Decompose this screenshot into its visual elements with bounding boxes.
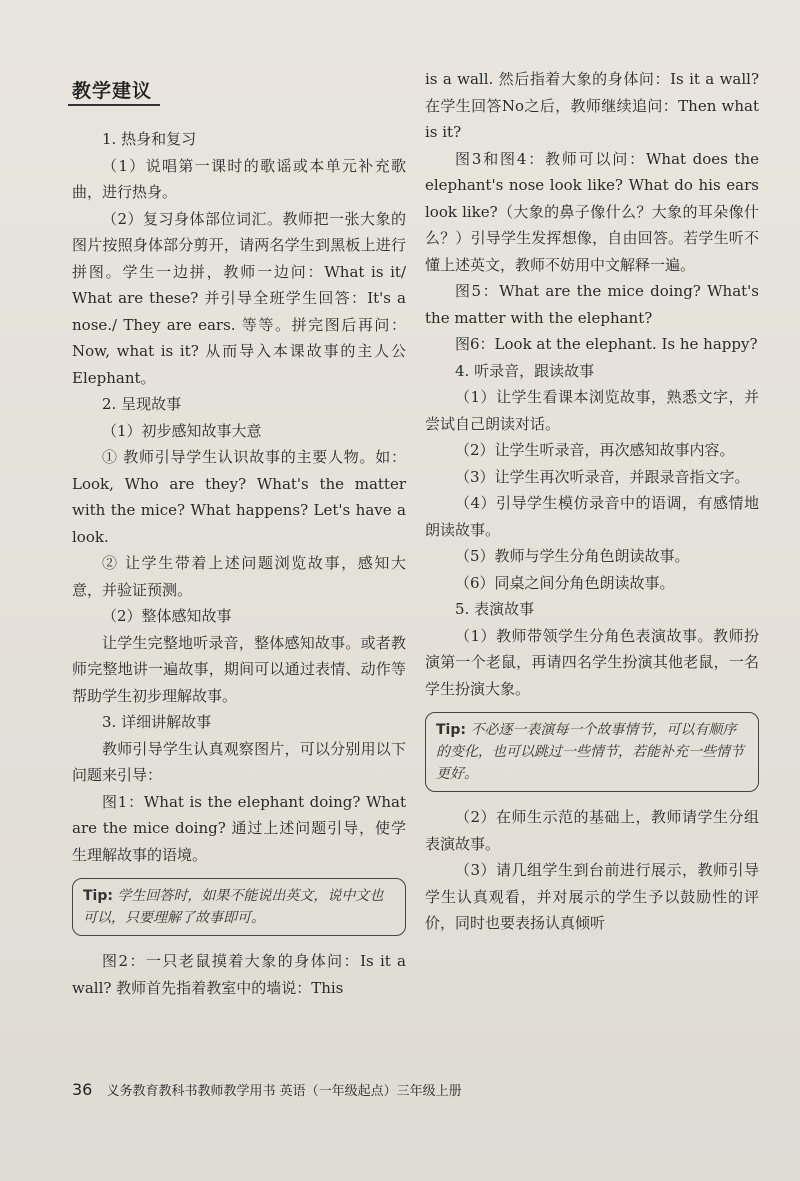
- paragraph: ② 让学生带着上述问题浏览故事，感知大意，并验证预测。: [72, 554, 406, 599]
- paragraph: （2）复习身体部位词汇。教师把一张大象的图片按照身体部分剪开，请两名学生到黑板上进行拼图。学生一边拼，教师一边问：What is it/ What are these? 并引导全班学生回答：It's a nose./ They are ears. 等等。拼完图后再问：Now, what is it? 从而导入本课故事的主人公Elephant。: [72, 209, 406, 387]
- paragraph: （4）引导学生模仿录音中的语调，有感情地朗读故事。: [425, 494, 759, 539]
- subheading: （1）初步感知故事大意: [102, 421, 262, 440]
- title-underline: [68, 104, 160, 106]
- book-title: 义务教育教科书教师教学用书 英语（一年级起点）三年级上册: [106, 1084, 462, 1099]
- paragraph: 图2：一只老鼠摸着大象的身体问：Is it a wall? 教师首先指着教室中的墙说：This: [72, 952, 406, 997]
- paragraph: （2）让学生听录音，再次感知故事内容。: [455, 441, 735, 459]
- section-title: 教学建议: [72, 80, 153, 102]
- page-footer: [72, 1080, 462, 1099]
- tip-box: [425, 712, 759, 792]
- tip-label: Tip:: [436, 722, 466, 738]
- paragraph: 图1：What is the elephant doing? What are the mice doing? 通过上述问题引导，使学生理解故事的语境。: [72, 792, 406, 864]
- heading-warmup: 1. 热身和复习: [102, 130, 197, 148]
- paragraph: （3）请几组学生到台前进行展示，教师引导学生认真观看，并对展示的学生予以鼓励性的评价，同时也要表扬认真倾听: [425, 861, 759, 932]
- tip-box: [72, 878, 406, 936]
- paragraph: 教师引导学生认真观察图片，可以分别用以下问题来引导：: [72, 739, 406, 784]
- right-column: [425, 66, 759, 937]
- subheading: （2）整体感知故事: [102, 607, 232, 625]
- page-number: 36: [72, 1080, 93, 1099]
- left-column: [72, 126, 406, 1001]
- paragraph: 图5：What are the mice doing? What's the matter with the elephant?: [425, 282, 759, 327]
- paragraph: （3）让学生再次听录音，并跟录音指文字。: [455, 467, 750, 486]
- heading-listen-read: 4. 听录音，跟读故事: [455, 361, 595, 380]
- heading-perform: 5. 表演故事: [455, 600, 535, 618]
- paragraph: （1）让学生看课本浏览故事，熟悉文字，并尝试自己朗读对话。: [425, 388, 759, 433]
- heading-present-story: 2. 呈现故事: [102, 395, 182, 413]
- tip-text: 学生回答时，如果不能说出英文，说中文也可以，只要理解了故事即可。: [83, 888, 384, 926]
- heading-explain-story: 3. 详细讲解故事: [102, 713, 212, 731]
- tip-text: 不必逐一表演每一个故事情节，可以有顺序的变化，也可以跳过一些情节，若能补充一些情节更好。: [436, 722, 744, 782]
- tip-label: Tip:: [83, 888, 113, 904]
- paragraph: 图3和图4：教师可以问：What does the elephant's nose look like? What do his ears look like?（大象的鼻子像什么？大象的耳朵像什么？）引导学生发挥想像，自由回答。若学生听不懂上述英文，教师不妨用中文解释一遍。: [425, 149, 759, 274]
- paragraph: （2）在师生示范的基础上，教师请学生分组表演故事。: [425, 808, 759, 853]
- paragraph: （5）教师与学生分角色朗读故事。: [455, 547, 690, 565]
- paragraph: ① 教师引导学生认识故事的主要人物。如：Look, Who are they? What's the matter with the mice? What happens? Let's have a look.: [72, 448, 406, 546]
- section-header: [68, 74, 208, 114]
- paragraph: （6）同桌之间分角色朗读故事。: [455, 573, 675, 592]
- paragraph: （1）说唱第一课时的歌谣或本单元补充歌曲，进行热身。: [72, 156, 406, 201]
- paragraph: 图6：Look at the elephant. Is he happy?: [455, 335, 758, 353]
- paragraph: 让学生完整地听录音，整体感知故事。或者教师完整地讲一遍故事，期间可以通过表情、动作等帮助学生初步理解故事。: [72, 633, 406, 705]
- paragraph: （1）教师带领学生分角色表演故事。教师扮演第一个老鼠，再请四名学生扮演其他老鼠，一名学生扮演大象。: [425, 626, 759, 698]
- paragraph-continued: is a wall. 然后指着大象的身体问：Is it a wall? 在学生回答No之后，教师继续追问：Then what is it?: [425, 70, 759, 141]
